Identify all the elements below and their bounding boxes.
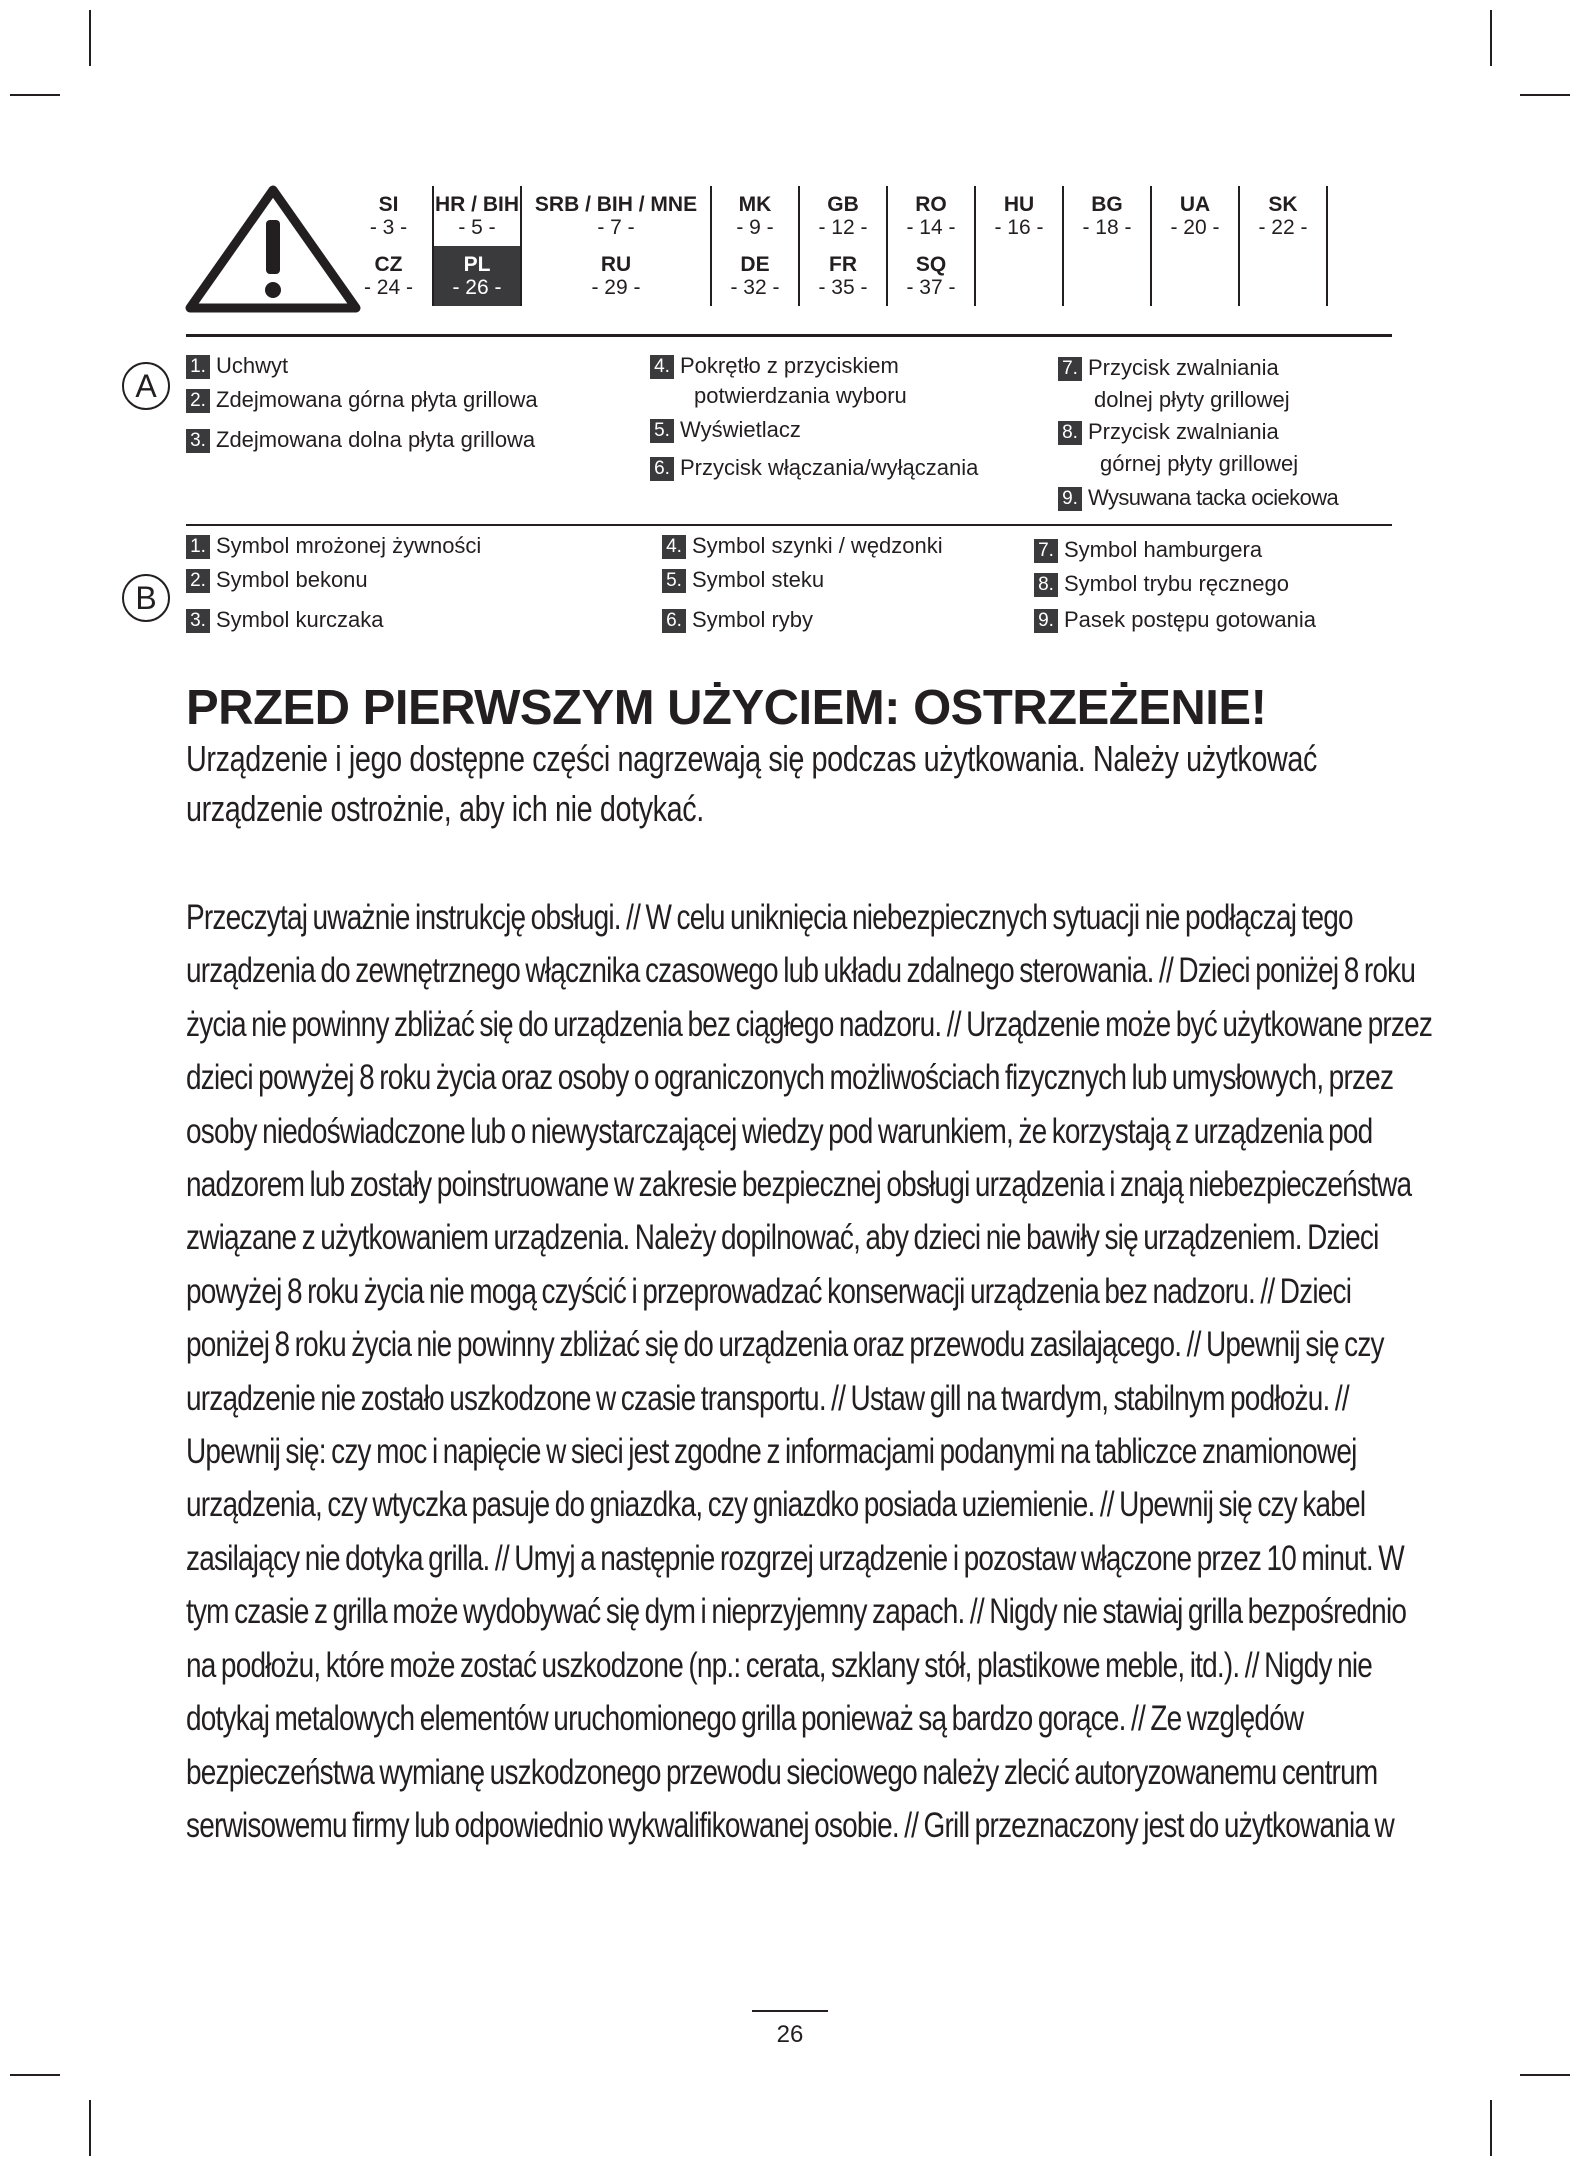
legend-item-continued: dolnej płyty grillowej xyxy=(1094,387,1290,412)
section-a-marker: A xyxy=(122,362,170,410)
language-cell: UA - 20 - xyxy=(1151,186,1239,246)
safety-instructions: Przeczytaj uważnie instrukcję obsługi. // W celu uniknięcia niebezpiecznych sytuacji nie podłączaj tego urządzenia do zewnętrznego włącznika czasowego lub układu zdalnego sterowania. // Dzieci poniżej 8 roku życia nie powinny zbliżać się do urządzenia bez ciągłego nadzoru. // Urządzenie może być użytkowane przez dzieci powyżej 8 roku życia oraz osoby o ograniczonych możliwościach fizycznych lub umysłowych, przez osoby niedoświadczone lub o niewystarczającej wiedzy pod warunkiem, że korzystają z urządzenia pod nadzorem lub zostały poinstruowane w zakresie bezpiecznej obsługi urządzenia i znają niebezpieczeństwa związane z użytkowaniem urządzenia. Należy dopilnować, aby dzieci nie bawiły się urządzeniem. Dzieci powyżej 8 roku życia nie mogą czyścić i przeprowadzać konserwacji urządzenia bez nadzoru. // Dzieci poniżej 8 roku życia nie powinny zbliżać się do urządzenia oraz przewodu zasilającego. // Upewnij się czy urządzenie nie zostało uszkodzone w czasie transportu. // Ustaw gill na twardym, stabilnym podłożu. // Upewnij się: czy moc i napięcie w sieci jest zgodne z informacjami podanymi na tabliczce znamionowej urządzenia, czy wtyczka pasuje do gniazdka, czy gniazdko posiada uziemienie. // Upewnij się czy kabel zasilający nie dotyka grilla. // Umyj a następnie rozgrzej urządzenie i pozostaw włączone przez 10 minut. W tym czasie z grilla może wydobywać się dym i nieprzyjemny zapach. // Nigdy nie stawiaj grilla bezpośrednio na podłożu, które może zostać uszkodzone (np.: cerata, szklany stół, plastikowe meble, itd.). // Nigdy nie dotykaj metalowych elementów uruchomionego grilla ponieważ są bardzo gorące. // Ze względów bezpieczeństwa wymianę uszkodzonego przewodu sieciowego należy zlecić autoryzowanemu centrum serwisowemu firmy lub odpowiednio wykwalifikowanej osobie. // Grill przeznaczony jest do użytkowania w xyxy=(186,898,1433,1845)
legend-item: 3. Zdejmowana dolna płyta grillowa xyxy=(186,426,535,454)
language-cell: SI - 3 - xyxy=(369,193,408,239)
language-cell-selected: PL - 26 - xyxy=(433,246,521,306)
language-cell-empty xyxy=(1063,246,1151,306)
language-cell: HU - 16 - xyxy=(975,186,1063,246)
language-cell-empty xyxy=(1239,246,1327,306)
legend-item: 6. Przycisk włączania/wyłączania xyxy=(650,454,978,482)
crop-mark xyxy=(1520,94,1570,96)
crop-mark xyxy=(1490,2100,1492,2156)
language-cell: FR - 35 - xyxy=(799,246,887,306)
language-cell: DE - 32 - xyxy=(711,246,799,306)
legend-item: 4. Symbol szynki / wędzonki xyxy=(662,532,943,560)
language-cell: RU - 29 - xyxy=(521,246,711,306)
section-b-marker: B xyxy=(122,574,170,622)
legend-item-continued: potwierdzania wyboru xyxy=(694,383,907,408)
language-cell: BG - 18 - xyxy=(1063,186,1151,246)
legend-item: 2. Zdejmowana górna płyta grillowa xyxy=(186,386,538,414)
crop-mark xyxy=(10,2074,60,2076)
language-row xyxy=(345,186,1327,246)
legend-item: 5. Symbol steku xyxy=(662,566,824,594)
crop-mark xyxy=(89,2100,91,2156)
language-cell: CZ - 24 - xyxy=(363,253,413,299)
section-a-legend xyxy=(186,352,1396,520)
legend-item: 1. Symbol mrożonej żywności xyxy=(186,532,481,560)
legend-item: 8. Przycisk zwalniania xyxy=(1058,418,1279,446)
footer-rule xyxy=(752,2010,828,2012)
language-cell: HR / BIH - 5 - xyxy=(433,186,521,246)
section-divider xyxy=(186,524,1392,526)
language-cell: SRB / BIH / MNE - 7 - xyxy=(521,186,711,246)
section-b-legend xyxy=(186,532,1396,642)
language-cell: SQ - 37 - xyxy=(887,246,975,306)
legend-item: 3. Symbol kurczaka xyxy=(186,606,384,634)
crop-mark xyxy=(1520,2074,1570,2076)
language-cell: MK - 9 - xyxy=(711,186,799,246)
language-table xyxy=(345,186,1328,306)
warning-triangle-icon xyxy=(184,184,362,314)
warning-subheading: Urządzenie i jego dostępne części nagrzewają się podczas użytkowania. Należy użytkować urządzenie ostrożnie, aby ich nie dotykać. xyxy=(186,738,1318,829)
page-number: 26 xyxy=(776,2021,804,2048)
legend-item: 7. Przycisk zwalniania xyxy=(1058,354,1279,382)
legend-item: 8. Symbol trybu ręcznego xyxy=(1034,570,1289,598)
crop-mark xyxy=(1490,10,1492,66)
legend-item: 7. Symbol hamburgera xyxy=(1034,536,1262,564)
legend-item-continued: górnej płyty grillowej xyxy=(1100,451,1299,476)
language-cell: SK - 22 - xyxy=(1239,186,1327,246)
language-cell-empty xyxy=(1151,246,1239,306)
legend-item: 4. Pokrętło z przyciskiem xyxy=(650,352,899,380)
legend-item: 9. Wysuwana tacka ociekowa xyxy=(1058,484,1338,512)
warning-heading: PRZED PIERWSZYM UŻYCIEM: OSTRZEŻENIE! xyxy=(186,681,1267,735)
legend-item: 9. Pasek postępu gotowania xyxy=(1034,606,1316,634)
legend-item: 6. Symbol ryby xyxy=(662,606,813,634)
legend-item: 2. Symbol bekonu xyxy=(186,566,368,594)
language-cell: RO - 14 - xyxy=(887,186,975,246)
language-cell: GB - 12 - xyxy=(799,186,887,246)
crop-mark xyxy=(89,10,91,66)
legend-item: 5. Wyświetlacz xyxy=(650,416,801,444)
section-divider xyxy=(186,334,1392,337)
language-row xyxy=(345,246,1327,306)
legend-item: 1. Uchwyt xyxy=(186,352,288,380)
language-cell-empty xyxy=(975,246,1063,306)
crop-mark xyxy=(10,94,60,96)
